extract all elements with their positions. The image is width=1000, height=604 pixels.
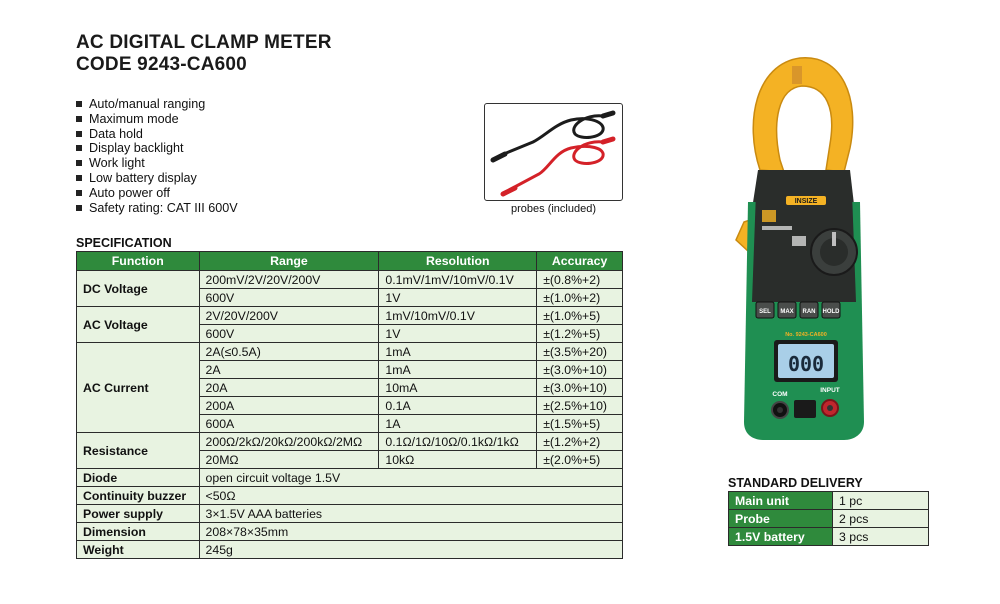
value-cell: 208×78×35mm [199,523,622,541]
delivery-item-qty: 2 pcs [833,510,929,528]
model-label: No. 9243-CA600 [785,332,827,338]
function-cell: AC Current [77,343,200,433]
column-header: Accuracy [537,252,623,271]
resolution-cell: 1V [379,289,537,307]
probes-caption: probes (included) [511,203,596,215]
clamp-meter-image [722,52,872,442]
value-cell: <50Ω [199,487,622,505]
function-cell: Resistance [77,433,200,469]
product-title [76,32,332,76]
table-row [77,541,623,559]
meter-button-label: RAN [802,309,816,315]
input-label: INPUT [820,387,840,394]
table-row [729,492,929,510]
accuracy-cell: ±(3.0%+10) [537,379,623,397]
value-cell: open circuit voltage 1.5V [199,469,622,487]
delivery-item-qty: 1 pc [833,492,929,510]
spec-header-row [77,252,623,271]
range-cell: 2A [199,361,379,379]
table-row [77,307,623,325]
column-header: Function [77,252,200,271]
delivery-item-name: Probe [729,510,833,528]
accuracy-cell: ±(1.5%+5) [537,415,623,433]
function-cell: AC Voltage [77,307,200,343]
accuracy-cell: ±(1.2%+5) [537,325,623,343]
resolution-cell: 0.1A [379,397,537,415]
accuracy-cell: ±(3.5%+20) [537,343,623,361]
lcd-readout: 000 [787,352,825,376]
column-header: Resolution [379,252,537,271]
delivery-table [728,491,929,546]
accuracy-cell: ±(1.2%+2) [537,433,623,451]
com-label: COM [772,391,788,398]
feature-item: Low battery display [76,171,238,186]
range-cell: 2A(≤0.5A) [199,343,379,361]
title-line-1: AC DIGITAL CLAMP METER [76,32,332,53]
function-cell: Weight [77,541,200,559]
value-cell: 3×1.5V AAA batteries [199,505,622,523]
function-cell: DC Voltage [77,271,200,307]
accuracy-cell: ±(1.0%+2) [537,289,623,307]
table-row [77,487,623,505]
column-header: Range [199,252,379,271]
function-cell: Continuity buzzer [77,487,200,505]
resolution-cell: 1mA [379,361,537,379]
feature-item: Safety rating: CAT III 600V [76,201,238,216]
resolution-cell: 1V [379,325,537,343]
table-row [77,343,623,361]
feature-item: Display backlight [76,141,238,156]
accuracy-cell: ±(2.5%+10) [537,397,623,415]
table-row [77,505,623,523]
resolution-cell: 10kΩ [379,451,537,469]
resolution-cell: 1mV/10mV/0.1V [379,307,537,325]
meter-button-label: SEL [759,309,771,315]
delivery-item-name: 1.5V battery [729,528,833,546]
resolution-cell: 10mA [379,379,537,397]
meter-button-label: MAX [780,309,794,315]
range-cell: 200mV/2V/20V/200V [199,271,379,289]
spec-table [76,251,623,559]
feature-list [76,97,238,215]
table-row [77,271,623,289]
table-row [77,469,623,487]
feature-item: Data hold [76,127,238,142]
accuracy-cell: ±(2.0%+5) [537,451,623,469]
meter-button-label: HOLD [822,309,840,315]
resolution-cell: 0.1Ω/1Ω/10Ω/0.1kΩ/1kΩ [379,433,537,451]
accuracy-cell: ±(1.0%+5) [537,307,623,325]
function-cell: Diode [77,469,200,487]
table-row [729,528,929,546]
resolution-cell: 1mA [379,343,537,361]
table-row [77,523,623,541]
delivery-item-qty: 3 pcs [833,528,929,546]
accuracy-cell: ±(0.8%+2) [537,271,623,289]
range-cell: 600V [199,325,379,343]
range-cell: 600A [199,415,379,433]
probes-image [484,103,623,201]
spec-heading: SPECIFICATION [76,236,172,250]
range-cell: 200Ω/2kΩ/20kΩ/200kΩ/2MΩ [199,433,379,451]
function-cell: Dimension [77,523,200,541]
table-row [729,510,929,528]
feature-item: Auto power off [76,186,238,201]
resolution-cell: 1A [379,415,537,433]
resolution-cell: 0.1mV/1mV/10mV/0.1V [379,271,537,289]
title-line-2: CODE 9243-CA600 [76,54,247,75]
feature-item: Auto/manual ranging [76,97,238,112]
range-cell: 600V [199,289,379,307]
range-cell: 200A [199,397,379,415]
feature-item: Work light [76,156,238,171]
delivery-heading: STANDARD DELIVERY [728,476,863,490]
range-cell: 20A [199,379,379,397]
range-cell: 2V/20V/200V [199,307,379,325]
brand-label: INSIZE [794,198,818,205]
delivery-item-name: Main unit [729,492,833,510]
accuracy-cell: ±(3.0%+10) [537,361,623,379]
feature-item: Maximum mode [76,112,238,127]
value-cell: 245g [199,541,622,559]
range-cell: 20MΩ [199,451,379,469]
function-cell: Power supply [77,505,200,523]
table-row [77,433,623,451]
